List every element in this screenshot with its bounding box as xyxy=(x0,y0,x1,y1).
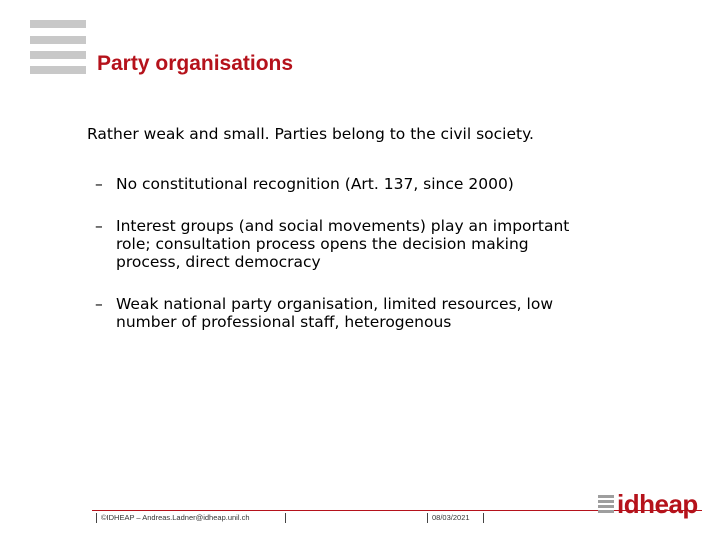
bullet-line: role; consultation process opens the decision making xyxy=(116,235,529,253)
bullet-item xyxy=(95,217,685,271)
bullet-item xyxy=(95,295,685,331)
bullet-list xyxy=(95,175,685,355)
bullet-item xyxy=(95,175,685,193)
slide-title: Party organisations xyxy=(97,52,294,75)
footer-separator xyxy=(427,513,428,523)
bullet-line: Interest groups (and social movements) play an important xyxy=(116,217,570,235)
footer-separator xyxy=(285,513,286,523)
footer-author: ©IDHEAP – Andreas.Ladner@idheap.unil.ch xyxy=(101,513,250,522)
logo-wordmark: idheap xyxy=(617,489,698,519)
bullet-dash: – xyxy=(95,217,103,235)
footer-separator xyxy=(483,513,484,523)
intro-text: Rather weak and small. Parties belong to the civil society. xyxy=(87,125,534,143)
footer-separator xyxy=(96,513,97,523)
footer-date: 08/03/2021 xyxy=(432,513,470,522)
bullet-dash: – xyxy=(95,295,103,313)
logo-bars-icon xyxy=(598,495,616,517)
idheap-logo-icon xyxy=(598,487,698,523)
bullet-line: Weak national party organisation, limited resources, low xyxy=(116,295,553,313)
bullet-line: number of professional staff, heterogenous xyxy=(116,313,452,331)
bullet-dash: – xyxy=(95,175,103,193)
bullet-line: No constitutional recognition (Art. 137, since 2000) xyxy=(116,175,514,193)
bullet-line: process, direct democracy xyxy=(116,253,321,271)
idheap-bars-logo-icon xyxy=(30,20,87,76)
